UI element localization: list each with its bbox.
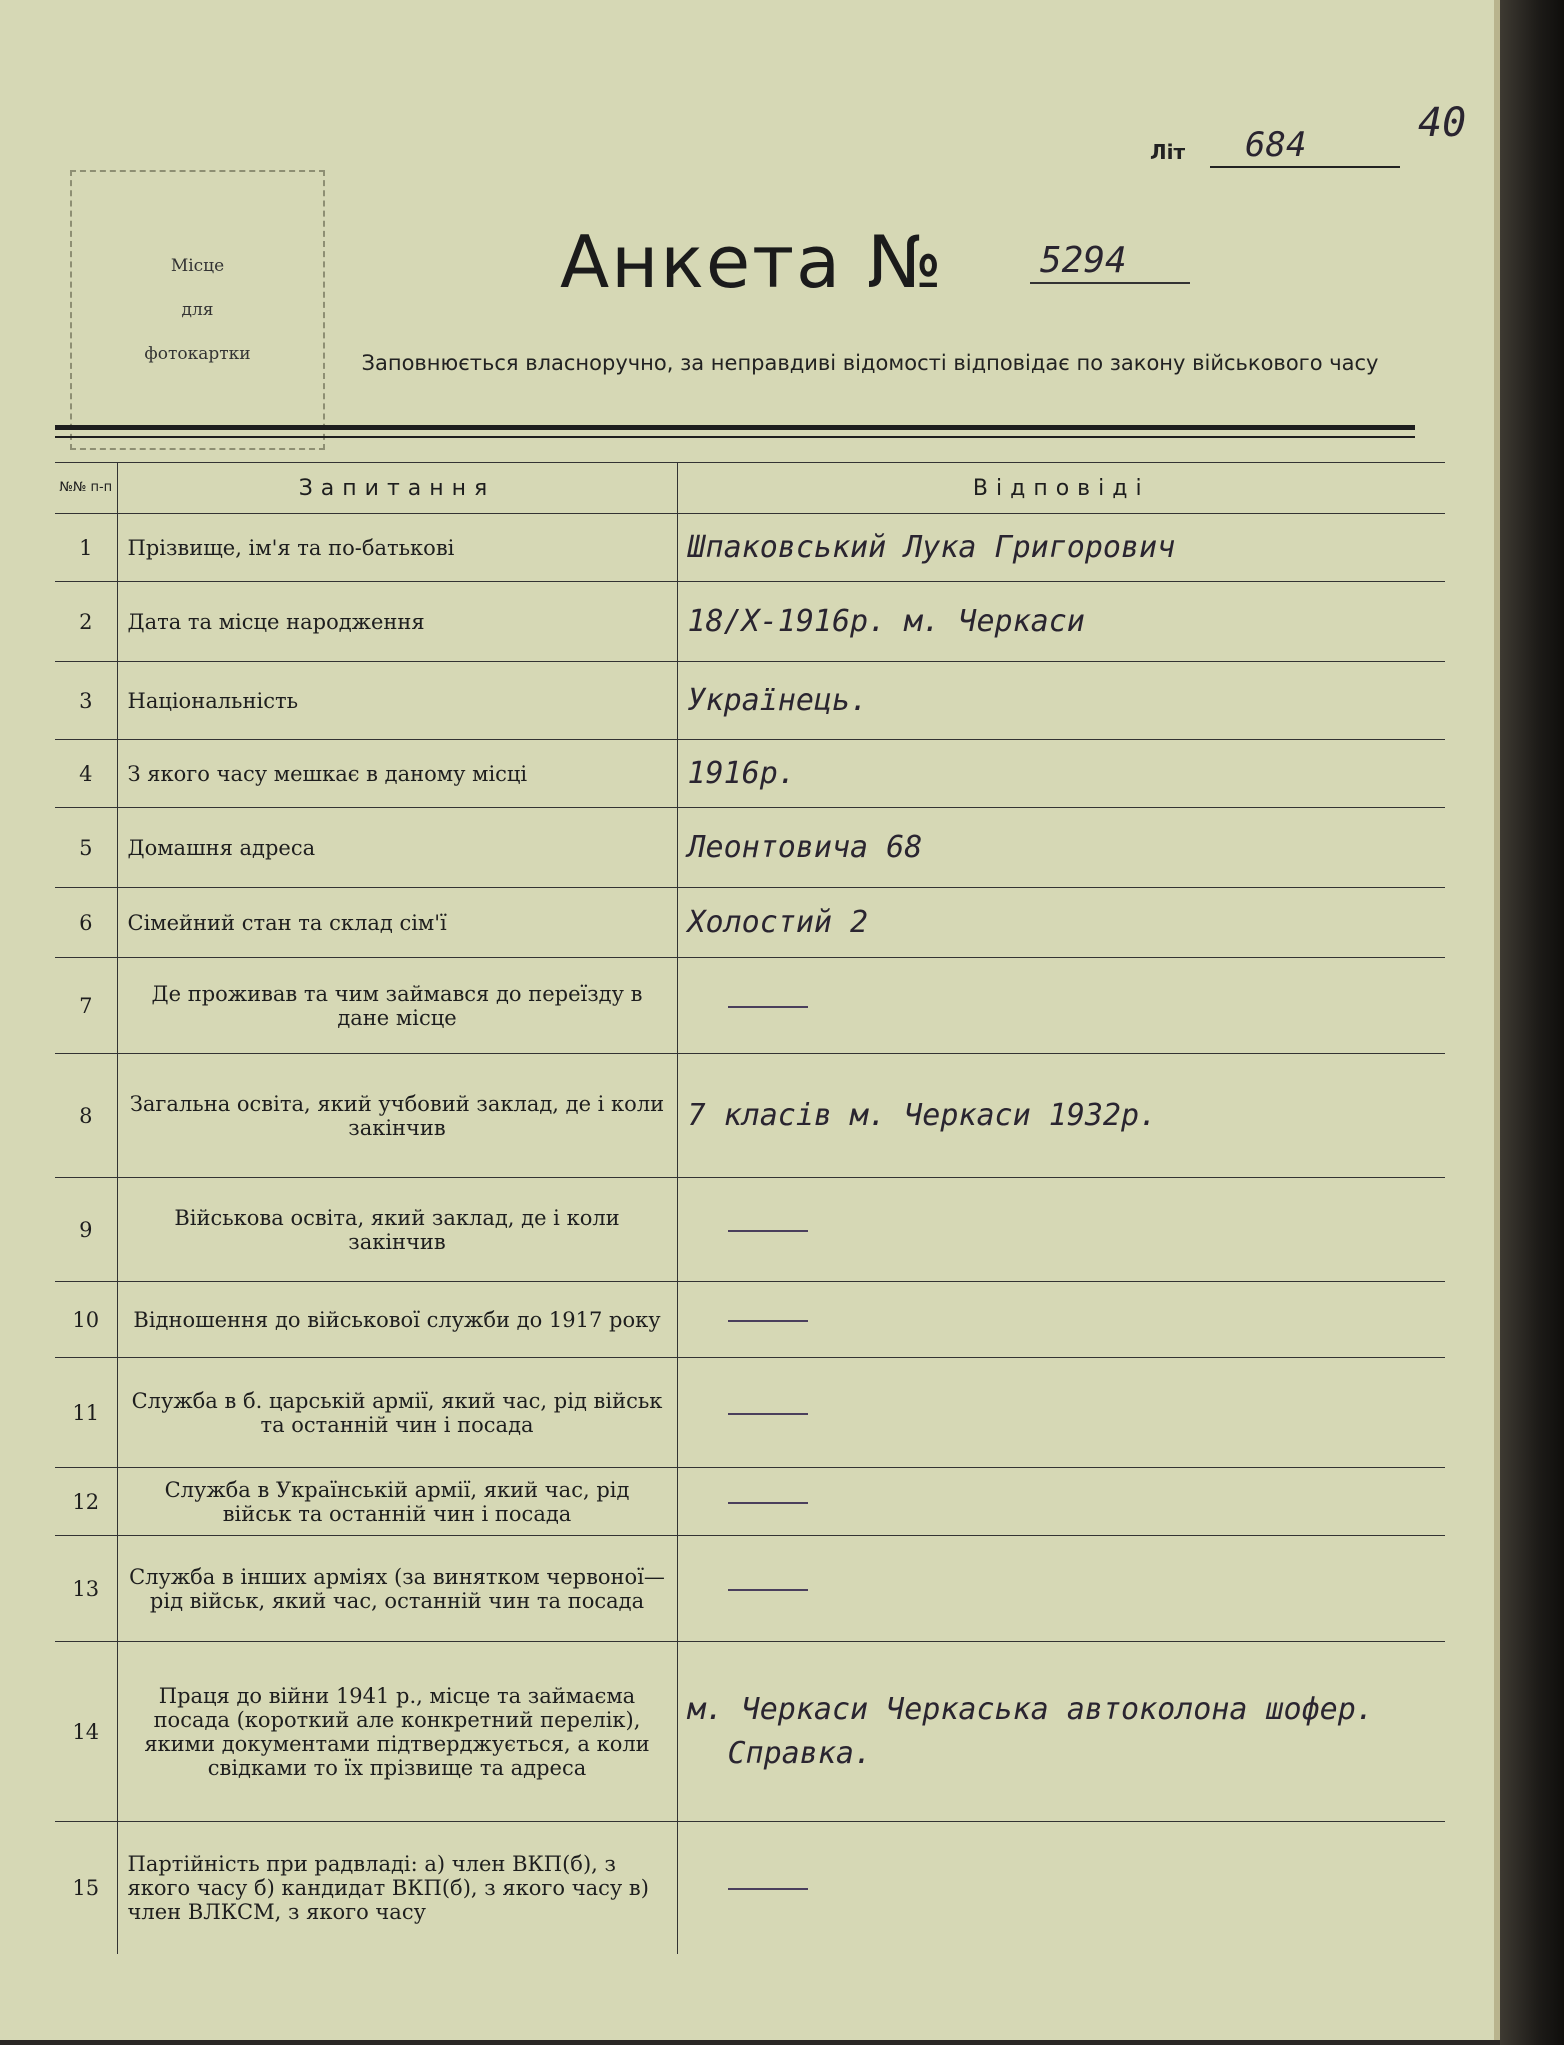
row-number: 8 (55, 1054, 117, 1178)
answer-text: 18/X-1916р. м. Черкаси (677, 582, 1445, 662)
row-number: 2 (55, 582, 117, 662)
row-number: 4 (55, 740, 117, 808)
photo-placeholder (70, 170, 325, 450)
lit-underline (1210, 166, 1400, 168)
answer-text: Леонтовича 68 (677, 808, 1445, 888)
row-number: 12 (55, 1468, 117, 1536)
dash-mark (728, 1589, 808, 1591)
table-row (55, 1468, 1445, 1536)
question-text: Дата та місце народження (117, 582, 677, 662)
dash-mark (728, 1413, 808, 1415)
row-number: 15 (55, 1822, 117, 1954)
table-row (55, 662, 1445, 740)
answer-dash (677, 1282, 1445, 1358)
question-text: Відношення до військової служби до 1917 року (117, 1282, 677, 1358)
answer-text (677, 1642, 1445, 1822)
question-text: Домашня адреса (117, 808, 677, 888)
table-row (55, 582, 1445, 662)
page-title: Анкета № (560, 220, 944, 304)
questionnaire-table (55, 462, 1445, 1954)
question-text: З якого часу мешкає в даному місці (117, 740, 677, 808)
header-rule-thin (55, 436, 1415, 438)
page-subtitle: Заповнюється власноручно, за неправдиві відомості відповідає по закону військового часу (361, 351, 1379, 375)
table-row (55, 808, 1445, 888)
photo-label-2: для (181, 300, 214, 320)
photo-label-1: Місце (170, 256, 225, 276)
header-rule (55, 425, 1415, 430)
question-text: Служба в інших арміях (за винятком червоної—рід військ, який час, останній чин та посада (117, 1536, 677, 1642)
dash-mark (728, 1888, 808, 1890)
answer-text: 7 класів м. Черкаси 1932р. (677, 1054, 1445, 1178)
answer-dash (677, 1536, 1445, 1642)
question-text: Партійність при радвладі: а) член ВКП(б), з якого часу б) кандидат ВКП(б), з якого часу в) член ВЛКСМ, з якого часу (117, 1822, 677, 1954)
question-text: Де проживав та чим займався до переїзду в дане місце (117, 958, 677, 1054)
table-row (55, 1178, 1445, 1282)
answer-dash (677, 1358, 1445, 1468)
row-number: 13 (55, 1536, 117, 1642)
dash-mark (728, 1006, 808, 1008)
table-row (55, 1536, 1445, 1642)
table-row (55, 958, 1445, 1054)
answer-dash (677, 1822, 1445, 1954)
sheet-number: 40 (1418, 100, 1467, 146)
row-number: 7 (55, 958, 117, 1054)
row-number: 6 (55, 888, 117, 958)
row-number: 14 (55, 1642, 117, 1822)
table-row (55, 1054, 1445, 1178)
num-column-header: №№ п-п (55, 463, 117, 514)
question-text: Прізвище, ім'я та по-батькові (117, 514, 677, 582)
question-text: Військова освіта, який заклад, де і коли закінчив (117, 1178, 677, 1282)
answer-line-2: Справка. (727, 1735, 872, 1771)
answer-dash (677, 1468, 1445, 1536)
table-row (55, 740, 1445, 808)
table-row (55, 1642, 1445, 1822)
question-text: Сімейний стан та склад сім'ї (117, 888, 677, 958)
dash-mark (728, 1320, 808, 1322)
question-text: Праця до війни 1941 р., місце та займаєма посада (короткий але конкретний перелік), якими документами підтверджується, а коли свідками то їх прізвище та адреса (117, 1642, 677, 1822)
question-text: Служба в Українській армії, який час, рід військ та останній чин і посада (117, 1468, 677, 1536)
answer-text: Холостий 2 (677, 888, 1445, 958)
table-row (55, 888, 1445, 958)
table-row (55, 514, 1445, 582)
row-number: 5 (55, 808, 117, 888)
answer-line: м. Черкаси Черкаська автоколона шофер. (687, 1691, 1374, 1727)
row-number: 1 (55, 514, 117, 582)
answer-text: Українець. (677, 662, 1445, 740)
row-number: 10 (55, 1282, 117, 1358)
lit-label: Літ (1150, 140, 1186, 164)
title-number-underline (1030, 282, 1190, 284)
question-text: Служба в б. царській армії, який час, рід військ та останній чин і посада (117, 1358, 677, 1468)
photo-label-3: фотокартки (144, 344, 251, 364)
questionnaire-number: 5294 (1040, 240, 1127, 281)
table-header-row (55, 463, 1445, 514)
answer-column-header: Відповіді (677, 463, 1445, 514)
dash-mark (728, 1230, 808, 1232)
row-number: 9 (55, 1178, 117, 1282)
dash-mark (728, 1502, 808, 1504)
table-row (55, 1358, 1445, 1468)
question-text: Загальна освіта, який учбовий заклад, де і коли закінчив (117, 1054, 677, 1178)
lit-number: 684 (1245, 125, 1307, 165)
answer-text: 1916р. (677, 740, 1445, 808)
question-text: Національність (117, 662, 677, 740)
page-edge-shadow (1500, 0, 1564, 2045)
answer-text: Шпаковський Лука Григорович (677, 514, 1445, 582)
answer-dash (677, 958, 1445, 1054)
table-row (55, 1822, 1445, 1954)
answer-dash (677, 1178, 1445, 1282)
table-row (55, 1282, 1445, 1358)
question-column-header: Запитання (117, 463, 677, 514)
row-number: 11 (55, 1358, 117, 1468)
row-number: 3 (55, 662, 117, 740)
